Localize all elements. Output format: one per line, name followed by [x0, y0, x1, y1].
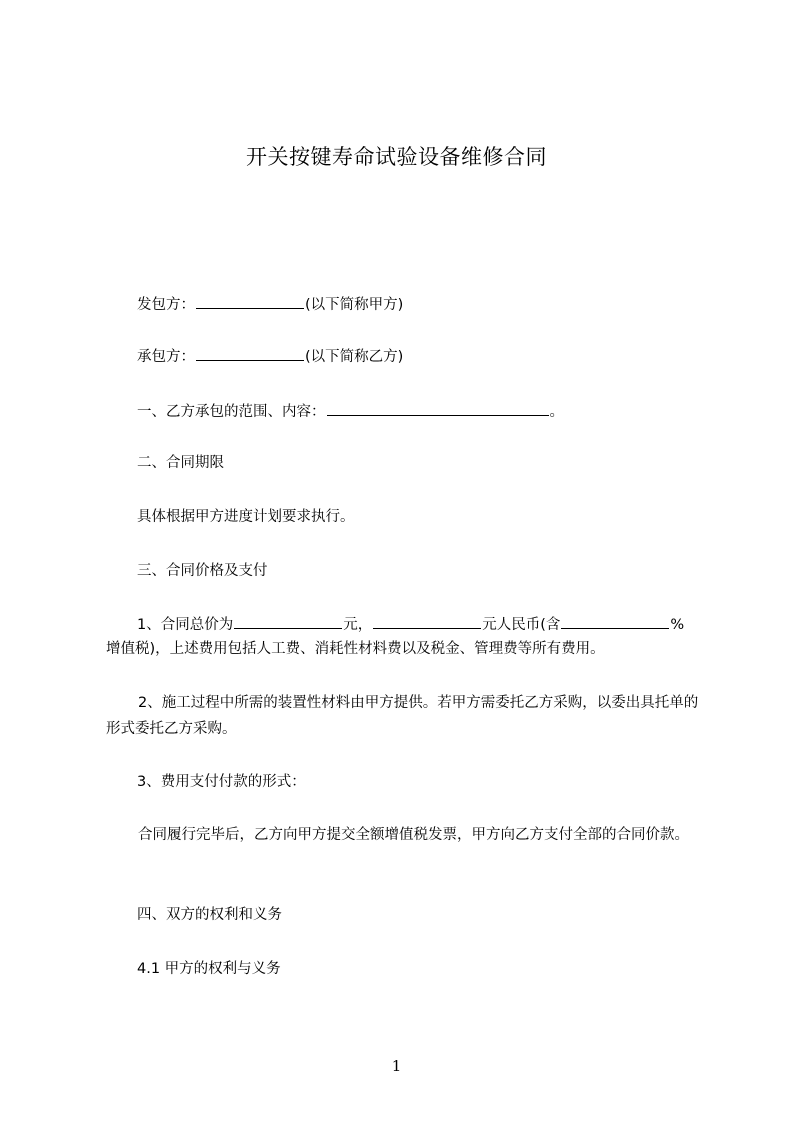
section4-sub1: 4.1 甲方的权利与义务 [137, 961, 281, 977]
section4-heading: 四、双方的权利和义务 [137, 907, 282, 923]
item1-part3: 元人民币(含 [482, 617, 561, 633]
item1-part4: % [670, 617, 685, 633]
page-number: 1 [391, 1057, 402, 1075]
section1-suffix: 。 [549, 404, 564, 420]
item1-blank-rmb [373, 613, 481, 629]
item1-blank-total [234, 613, 342, 629]
section3-item3-body: 合同履行完毕后，乙方向甲方提交全额增值税发票，甲方向乙方支付全部的合同价款。 [138, 827, 689, 843]
party-b-line [137, 345, 403, 367]
section3-heading: 三、合同价格及支付 [137, 563, 268, 579]
party-b-label: 承包方： [137, 349, 195, 365]
section1-blank [327, 400, 549, 416]
document-title: 开关按键寿命试验设备维修合同 [246, 145, 547, 169]
section1-label: 一、乙方承包的范围、内容： [137, 404, 326, 420]
section3-item1-line2: 增值税)，上述费用包括人工费、消耗性材料费以及税金、管理费等所有费用。 [106, 641, 605, 657]
party-b-blank [196, 345, 304, 361]
section2-body: 具体根据甲方进度计划要求执行。 [137, 509, 355, 525]
section2-heading: 二、合同期限 [137, 455, 224, 471]
party-a-label: 发包方： [137, 297, 195, 313]
section3-item1-line1 [137, 613, 684, 635]
party-b-suffix: (以下简称乙方) [305, 349, 404, 365]
party-a-suffix: (以下简称甲方) [305, 297, 404, 313]
party-a-line [137, 293, 403, 315]
section3-item2: 2、施工过程中所需的装置性材料由甲方提供。若甲方需委托乙方采购，以委出具托单的形式委托乙方采购。 [106, 695, 699, 737]
item1-prefix: 1、合同总价为 [137, 617, 234, 633]
section1-line [137, 400, 564, 422]
section3-item3-heading: 3、费用支付付款的形式： [137, 774, 306, 790]
item1-part2: 元， [343, 617, 373, 633]
party-a-blank [196, 293, 304, 309]
item1-blank-tax [561, 613, 669, 629]
